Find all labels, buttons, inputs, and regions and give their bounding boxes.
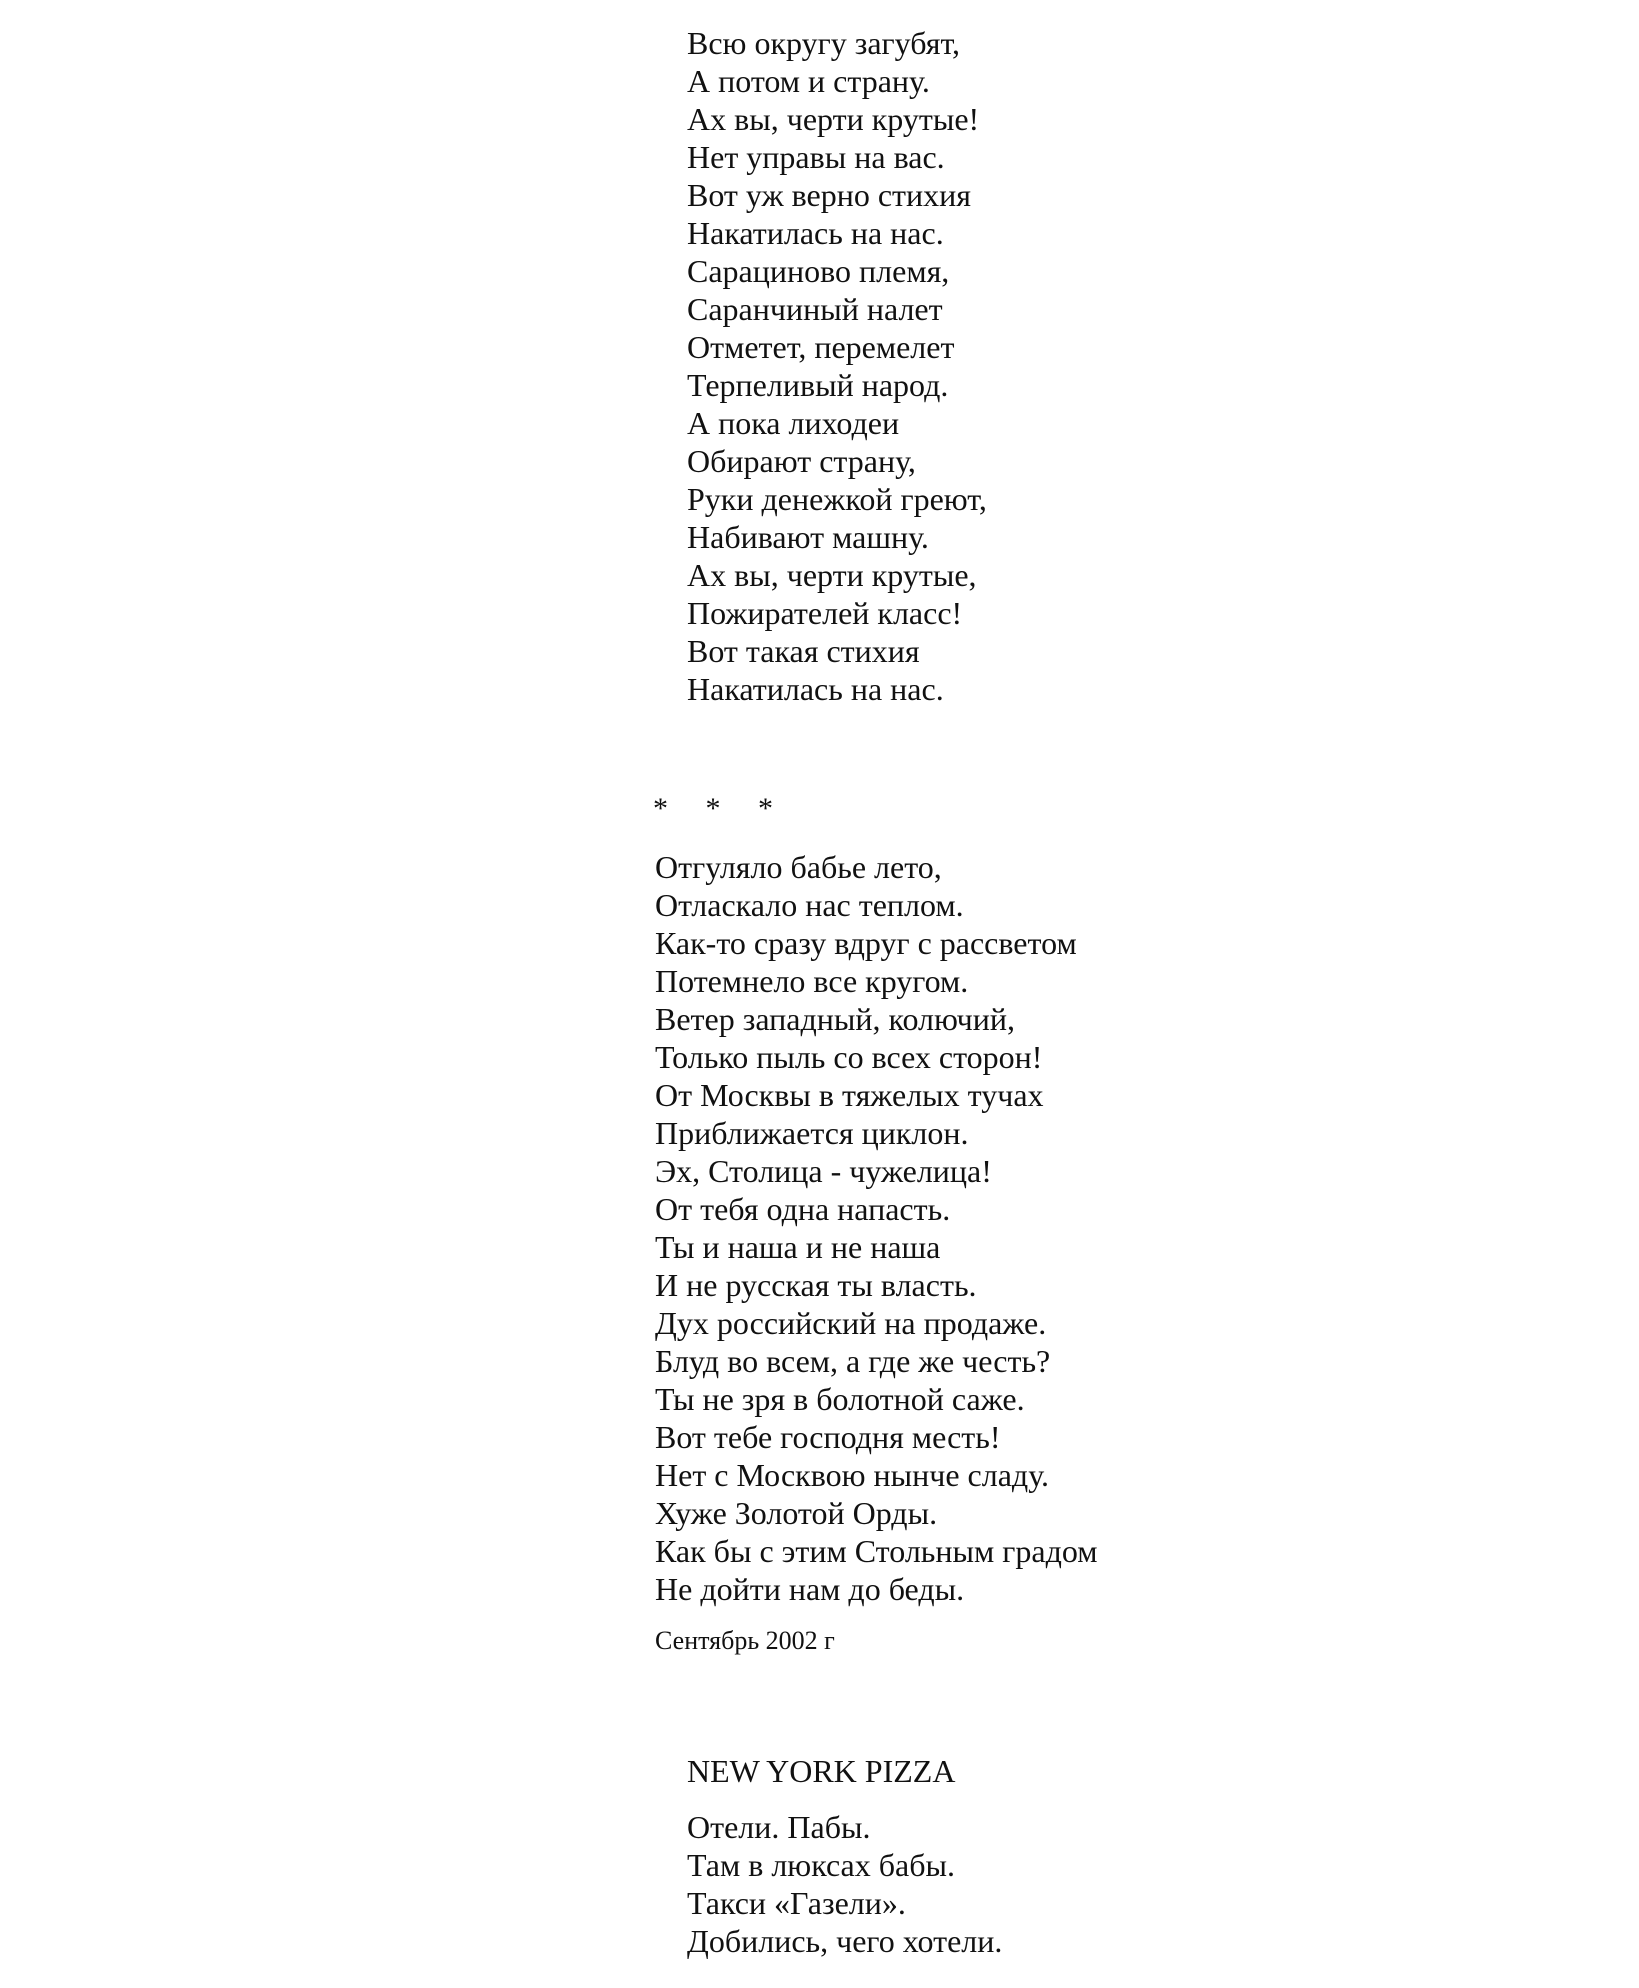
poem-line: Потемнело все кругом.: [655, 963, 969, 999]
poem-line: Блуд во всем, а где же честь?: [655, 1343, 1051, 1379]
section-separator: * * *: [653, 792, 773, 825]
poem-line: Хуже Золотой Орды.: [655, 1495, 938, 1531]
poem-date: Сентябрь 2002 г: [655, 1626, 835, 1655]
poem-line: Отласкало нас теплом.: [655, 887, 964, 923]
poem-line: Как-то сразу вдруг с рассветом: [655, 925, 1077, 961]
poem-line: Обирают страну,: [687, 443, 916, 479]
poem-line: От тебя одна напасть.: [655, 1191, 951, 1227]
poem-title: NEW YORK PIZZA: [687, 1753, 956, 1789]
poem-line: И не русская ты власть.: [655, 1267, 977, 1303]
poem-line: Ты не зря в болотной саже.: [655, 1381, 1025, 1417]
poem-line: Накатилась на нас.: [687, 671, 944, 707]
poem-line: Там в люксах бабы.: [687, 1847, 955, 1883]
poem-stanza-2: [655, 848, 1098, 1608]
poem-line: Эх, Столица - чужелица!: [655, 1153, 992, 1189]
poem-stanza-1: [687, 24, 987, 708]
poem-line: Ветер западный, колючий,: [655, 1001, 1016, 1037]
poem-line: Ты и наша и не наша: [655, 1229, 941, 1265]
poem-line: Нет с Москвою нынче сладу.: [655, 1457, 1049, 1493]
poem-line: Приближается циклон.: [655, 1115, 969, 1151]
poem-line: Терпеливый народ.: [687, 367, 949, 403]
poem-line: Отгуляло бабье лето,: [655, 849, 942, 885]
poem-line: Вот такая стихия: [687, 633, 920, 669]
poem-line: Накатилась на нас.: [687, 215, 944, 251]
poem-line: Ах вы, черти крутые!: [687, 101, 980, 137]
poem-line: А пока лиходеи: [687, 405, 900, 441]
poem-line: Ах вы, черти крутые,: [687, 557, 977, 593]
poem-line: Вот уж верно стихия: [687, 177, 971, 213]
poem-line: Саранчиный налет: [687, 291, 943, 327]
poem-line: Набивают машну.: [687, 519, 929, 555]
poem-line: Руки денежкой греют,: [687, 481, 987, 517]
poem-line: Не дойти нам до беды.: [655, 1571, 965, 1607]
poem-line: Пожирателей класс!: [687, 595, 963, 631]
poem-line: Дух российский на продаже.: [655, 1305, 1047, 1341]
poem-line: Нет управы на вас.: [687, 139, 945, 175]
poem-line: Отели. Пабы.: [687, 1809, 871, 1845]
poem-line: Всю округу загубят,: [687, 25, 961, 61]
poem-line: Только пыль со всех сторон!: [655, 1039, 1043, 1075]
poem-stanza-3: [687, 1808, 1002, 1960]
poem-line: А потом и страну.: [687, 63, 930, 99]
poem-line: Как бы с этим Стольным градом: [655, 1533, 1098, 1569]
poem-line: Такси «Газели».: [687, 1885, 906, 1921]
poem-line: От Москвы в тяжелых тучах: [655, 1077, 1044, 1113]
poem-line: Сарациново племя,: [687, 253, 950, 289]
poem-line: Отметет, перемелет: [687, 329, 955, 365]
poem-line: Вот тебе господня месть!: [655, 1419, 1001, 1455]
poem-line: Добились, чего хотели.: [687, 1923, 1003, 1959]
